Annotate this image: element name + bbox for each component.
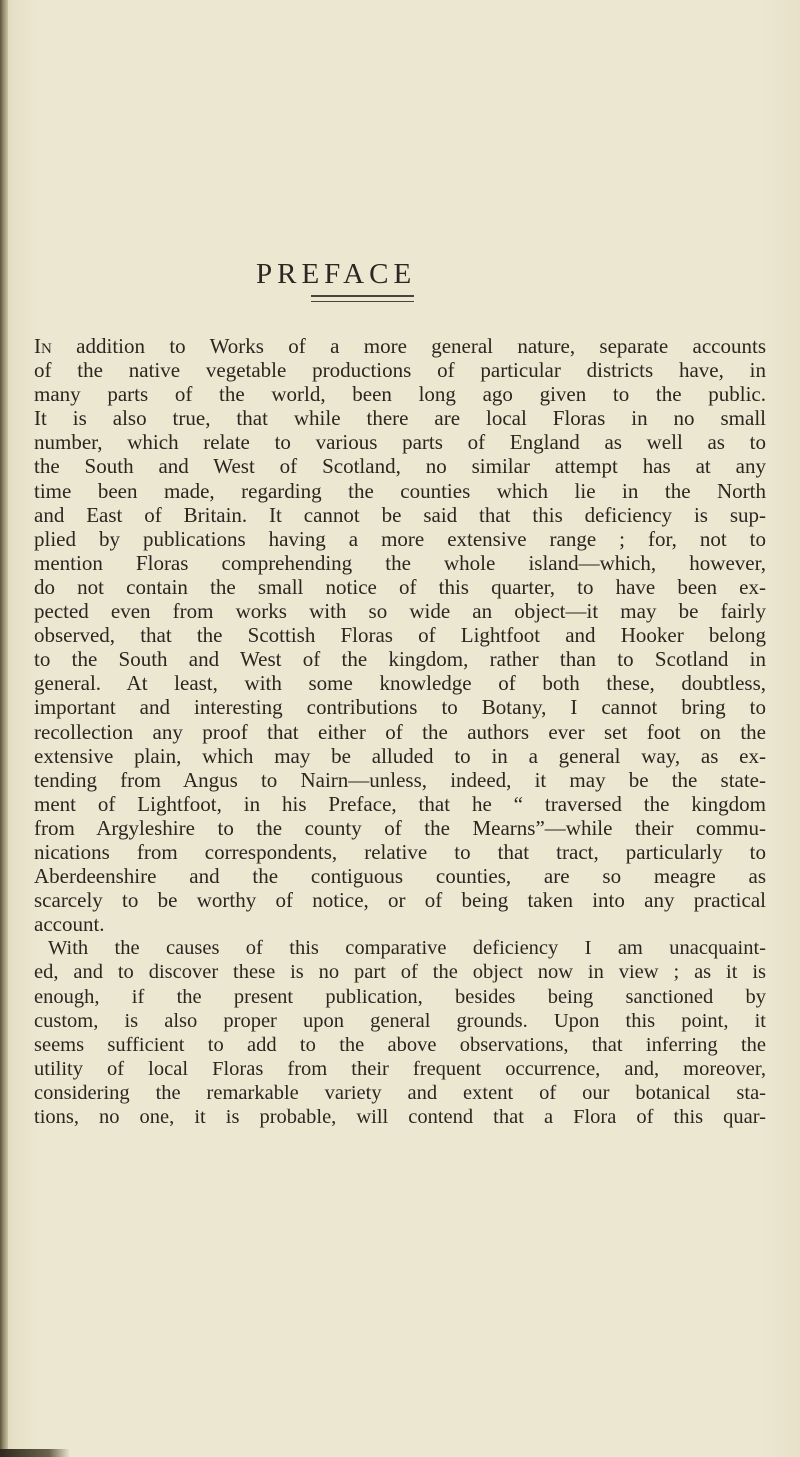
text-line: do not contain the small notice of this quarter, to have been ex- [34,574,766,599]
text-line: general. At least, with some knowledge of both these, doubtless, [34,671,766,696]
text-line: seems sufficient to add to the above observations, that inferring the [34,1033,766,1056]
text-line: With the causes of this comparative deficiency I am unacquaint- [48,937,766,960]
text-line: the South and West of Scotland, no similar attempt has at any [34,454,766,479]
text-line: pected even from works with so wide an object—it may be fairly [34,599,766,624]
text-line: mention Floras comprehending the whole island—which, however, [34,550,766,575]
text-line [34,334,766,358]
text-line: scarcely to be worthy of notice, or of being taken into any practical [34,888,766,913]
text-line: considering the remarkable variety and extent of our botanical sta- [34,1081,766,1104]
binding-edge [0,0,8,1457]
text-line: number, which relate to various parts of England as well as to [34,430,766,455]
text-line: enough, if the present publication, besides being sanctioned by [34,985,766,1008]
text-line: utility of local Floras from their frequent occurrence, and, moreover, [34,1057,766,1080]
text-line: account. [34,912,105,937]
text-line: from Argyleshire to the county of the Mearns”—while their commu- [34,815,766,840]
text-line: ment of Lightfoot, in his Preface, that he “ traversed the kingdom [34,791,766,816]
text-line: of the native vegetable productions of particular districts have, in [34,358,766,383]
text-line-content: addition to Works of a more general nature, separate accounts [51,334,766,358]
text-line: and East of Britain. It cannot be said that this deficiency is sup- [34,502,766,527]
page-bottom-edge [0,1449,70,1457]
heading-rule [311,295,414,302]
text-line: extensive plain, which may be alluded to in a general way, as ex- [34,743,766,768]
text-line: ed, and to discover these is no part of the object now in view ; as it is [34,961,766,984]
text-line: tending from Angus to Nairn—unless, indeed, it may be the state- [34,767,766,792]
page-heading: PREFACE [256,258,417,290]
text-line: custom, is also proper upon general grounds. Upon this point, it [34,1009,766,1032]
preface-text [34,334,766,1129]
text-line: many parts of the world, been long ago given to the public. [34,382,766,407]
text-line: recollection any proof that either of the authors ever set foot on the [34,719,766,744]
text-line: important and interesting contributions to Botany, I cannot bring to [34,695,766,720]
text-line: nications from correspondents, relative to that tract, particularly to [34,839,766,864]
text-line: Aberdeenshire and the contiguous counties, are so meagre as [34,864,766,889]
text-line: tions, no one, it is probable, will contend that a Flora of this quar- [34,1106,766,1128]
text-line: plied by publications having a more extensive range ; for, not to [34,526,766,551]
text-line: to the South and West of the kingdom, rather than to Scotland in [34,647,766,672]
text-line: time been made, regarding the counties which lie in the North [34,478,766,503]
text-line: It is also true, that while there are local Floras in no small [34,406,766,431]
drop-word: In [34,334,52,358]
text-line: observed, that the Scottish Floras of Lightfoot and Hooker belong [34,623,766,648]
